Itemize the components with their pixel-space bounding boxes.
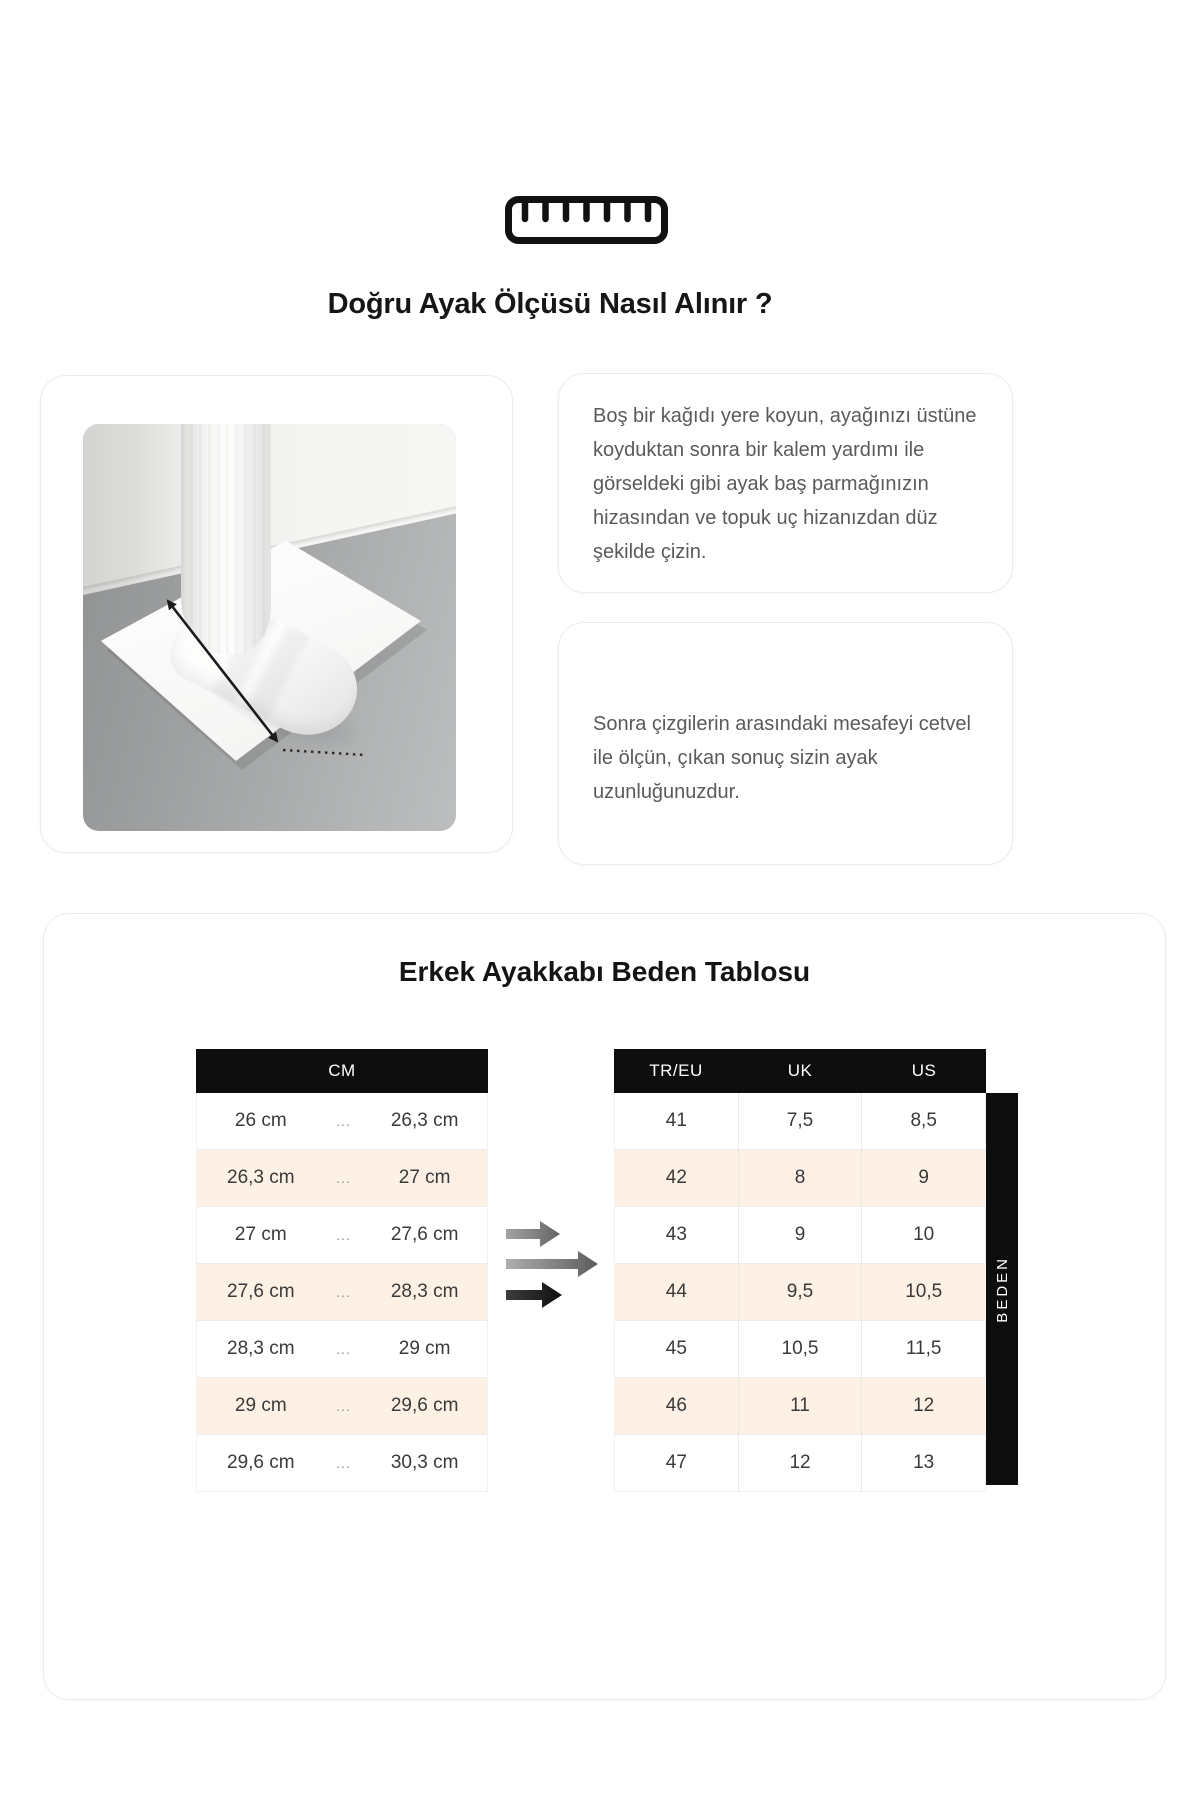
size-cell: 9 [918,1167,929,1188]
cm-table [196,1049,488,1492]
size-table-row [615,1321,985,1378]
cm-table-row [197,1264,487,1321]
cm-to-value: 27,6 cm [390,1224,459,1245]
toe-dotted-line [283,750,365,755]
cm-range-dots: ... [336,1284,351,1300]
cm-table-row [197,1207,487,1264]
cm-range-dots: ... [336,1227,351,1243]
cm-from-value: 26,3 cm [227,1167,295,1188]
size-cell: 42 [615,1150,739,1206]
size-table-header-cell: US [911,1061,937,1080]
cm-from-value: 27,6 cm [227,1281,295,1302]
size-table-row [615,1435,985,1491]
cm-from-value: 26 cm [234,1110,287,1131]
instruction-text-2: Sonra çizgilerin arasındaki mesafeyi cetvel ile ölçün, çıkan sonuç sizin ayak uzunluğunuzdur. [593,713,971,803]
cm-from-value: 28,3 cm [227,1338,295,1359]
ruler-icon [505,196,668,244]
foot-measurement-photo [83,424,456,831]
size-cell: 10 [913,1224,935,1245]
cm-to-value: 27 cm [398,1167,451,1188]
size-cell: 9 [739,1207,863,1263]
size-table-row [615,1093,985,1150]
size-table-row [615,1378,985,1435]
cm-table-rows [196,1093,488,1492]
cm-from-value: 27 cm [234,1224,287,1245]
cm-from-value: 29 cm [234,1395,287,1416]
size-table-rows [614,1093,986,1492]
size-table-header-row [614,1049,986,1093]
cm-table-header: CM [196,1049,488,1093]
size-table-row [615,1207,985,1264]
cm-to-value: 28,3 cm [390,1281,459,1302]
size-table-row [615,1264,985,1321]
size-cell: 8 [739,1150,863,1206]
size-cell: 41 [615,1093,739,1149]
size-cell: 7,5 [739,1093,863,1149]
size-cell: 11 [739,1378,863,1434]
cm-table-row [197,1150,487,1207]
size-cell: 13 [913,1452,935,1473]
right-arrow-icon [506,1221,560,1247]
foot-length-arrow [168,601,277,741]
cm-range-dots: ... [336,1398,351,1414]
cm-to-value: 26,3 cm [390,1110,459,1131]
size-cell: 43 [615,1207,739,1263]
size-table-header-cell: TR/EU [649,1061,703,1080]
foot-photo-card [40,375,513,853]
size-table-card [43,913,1166,1700]
page-title: Doğru Ayak Ölçüsü Nasıl Alınır ? [327,288,773,320]
mapping-arrows [506,1221,598,1308]
beden-side-label [986,1093,1018,1485]
beden-label-text: BEDEN [993,1255,1011,1323]
instruction-card-1 [558,373,1013,593]
cm-table-row [197,1321,487,1378]
size-cell: 11,5 [905,1338,942,1359]
size-table-header-cell: UK [787,1061,813,1080]
measurement-arrow-overlay [83,424,456,831]
size-cell: 46 [615,1378,739,1434]
size-cell: 45 [615,1321,739,1377]
cm-range-dots: ... [336,1170,351,1186]
cm-table-row [197,1435,487,1491]
international-size-table [614,1049,986,1492]
size-cell: 8,5 [910,1110,937,1131]
cm-to-value: 29 cm [398,1338,451,1359]
size-cell: 12 [739,1435,863,1491]
right-arrow-icon [506,1251,598,1277]
cm-table-row [197,1093,487,1150]
cm-range-dots: ... [336,1455,351,1471]
cm-from-value: 29,6 cm [227,1452,295,1473]
right-arrow-icon [506,1282,562,1308]
size-cell: 47 [615,1435,739,1491]
cm-table-row [197,1378,487,1435]
size-cell: 44 [615,1264,739,1320]
size-cell: 12 [913,1395,935,1416]
cm-range-dots: ... [336,1341,351,1357]
size-cell: 9,5 [739,1264,863,1320]
size-cell: 10,5 [739,1321,863,1377]
instruction-text-1: Boş bir kağıdı yere koyun, ayağınızı üstüne koyduktan sonra bir kalem yardımı ile görseldeki gibi ayak baş parmağınızın hizasından ve topuk uç hizanızdan düz şekilde çizin. [593,405,977,563]
size-table-title: Erkek Ayakkabı Beden Tablosu [398,956,811,987]
size-cell: 10,5 [905,1281,943,1302]
cm-to-value: 30,3 cm [390,1452,459,1473]
cm-range-dots: ... [336,1113,351,1129]
cm-to-value: 29,6 cm [390,1395,459,1416]
size-table-row [615,1150,985,1207]
instruction-card-2 [558,622,1013,865]
